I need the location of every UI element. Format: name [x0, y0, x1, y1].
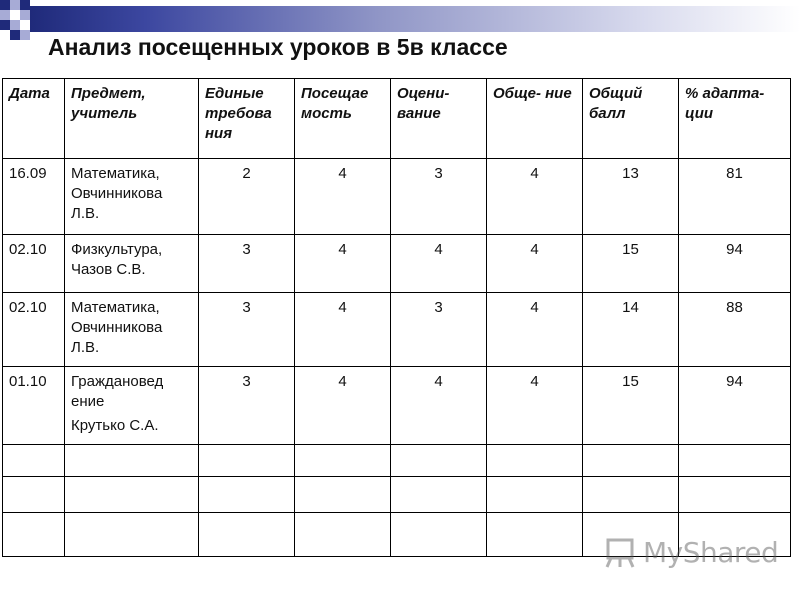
header-cell-adaptation: % адапта- ции [679, 79, 791, 159]
empty-cell [487, 445, 583, 477]
header-cell-requirements: Единые требова ния [199, 79, 295, 159]
empty-cell [65, 513, 199, 557]
cell-date: 02.10 [3, 235, 65, 293]
cell-requirements: 3 [199, 293, 295, 367]
watermark-text: MyShared [643, 536, 779, 569]
cell-teacher-line: Крутько С.А. [71, 417, 159, 434]
table-header-row [3, 79, 791, 159]
header-gradient-bar [30, 6, 800, 32]
cell-communication: 4 [487, 293, 583, 367]
table-row [3, 159, 791, 235]
decor-square [10, 30, 20, 40]
cell-adaptation: 94 [679, 367, 791, 445]
cell-requirements: 2 [199, 159, 295, 235]
cell-attendance: 4 [295, 159, 391, 235]
cell-requirements: 3 [199, 367, 295, 445]
empty-cell [487, 477, 583, 513]
cell-grading: 3 [391, 159, 487, 235]
header-cell-total: Общий балл [583, 79, 679, 159]
cell-adaptation: 81 [679, 159, 791, 235]
decor-square [20, 30, 30, 40]
presentation-board-icon [605, 538, 639, 568]
empty-cell [295, 445, 391, 477]
decor-square [0, 10, 10, 20]
decor-square [10, 10, 20, 20]
cell-grading: 3 [391, 293, 487, 367]
cell-subject [65, 367, 199, 445]
header-cell-grading: Оцени- вание [391, 79, 487, 159]
header-cell-subject: Предмет, учитель [65, 79, 199, 159]
empty-cell [3, 445, 65, 477]
decor-square [0, 0, 10, 10]
empty-cell [391, 477, 487, 513]
analysis-table [2, 78, 791, 557]
cell-grading: 4 [391, 367, 487, 445]
cell-communication: 4 [487, 159, 583, 235]
empty-row [3, 445, 791, 477]
cell-communication: 4 [487, 235, 583, 293]
cell-total: 13 [583, 159, 679, 235]
decor-square [20, 10, 30, 20]
cell-adaptation: 88 [679, 293, 791, 367]
cell-attendance: 4 [295, 235, 391, 293]
cell-total: 15 [583, 235, 679, 293]
header-cell-communication: Обще- ние [487, 79, 583, 159]
empty-cell [199, 445, 295, 477]
cell-date: 01.10 [3, 367, 65, 445]
empty-cell [295, 477, 391, 513]
empty-cell [487, 513, 583, 557]
empty-cell [391, 513, 487, 557]
empty-cell [3, 477, 65, 513]
cell-communication: 4 [487, 367, 583, 445]
empty-cell [583, 477, 679, 513]
table-row [3, 293, 791, 367]
decor-square [10, 0, 20, 10]
empty-cell [391, 445, 487, 477]
cell-total: 15 [583, 367, 679, 445]
empty-cell [65, 477, 199, 513]
empty-cell [583, 445, 679, 477]
slide-title: Анализ посещенных уроков в 5в классе [48, 34, 508, 60]
cell-attendance: 4 [295, 367, 391, 445]
table-row [3, 367, 791, 445]
empty-cell [679, 477, 791, 513]
watermark [605, 536, 778, 569]
empty-row [3, 477, 791, 513]
empty-cell [199, 477, 295, 513]
empty-cell [3, 513, 65, 557]
cell-adaptation: 94 [679, 235, 791, 293]
cell-subject-line: Граждановед ение [71, 373, 164, 410]
empty-cell [679, 445, 791, 477]
cell-total: 14 [583, 293, 679, 367]
cell-grading: 4 [391, 235, 487, 293]
decor-square [0, 20, 10, 30]
decor-square [20, 20, 30, 30]
cell-date: 16.09 [3, 159, 65, 235]
header-cell-date: Дата [3, 79, 65, 159]
cell-attendance: 4 [295, 293, 391, 367]
decor-square [10, 20, 20, 30]
cell-requirements: 3 [199, 235, 295, 293]
header-cell-attendance: Посещае мость [295, 79, 391, 159]
cell-subject: Математика, Овчинникова Л.В. [65, 293, 199, 367]
cell-subject: Математика, Овчинникова Л.В. [65, 159, 199, 235]
empty-cell [65, 445, 199, 477]
cell-subject: Физкультура, Чазов С.В. [65, 235, 199, 293]
empty-cell [199, 513, 295, 557]
decor-square [20, 0, 30, 10]
table-row [3, 235, 791, 293]
empty-cell [295, 513, 391, 557]
cell-date: 02.10 [3, 293, 65, 367]
